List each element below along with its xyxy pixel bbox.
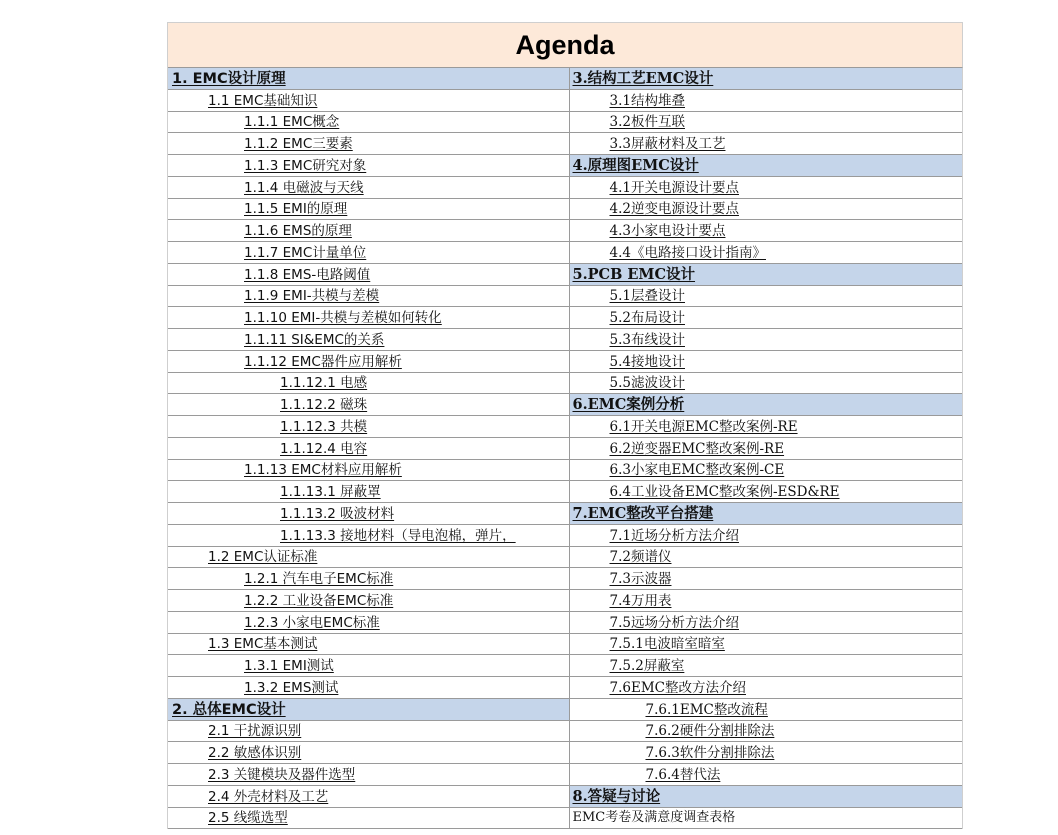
right-agenda-item[interactable]	[570, 808, 963, 830]
right-agenda-item-label: 3.2板件互联	[609, 114, 685, 131]
right-agenda-item-label: 4.4《电路接口设计指南》	[609, 244, 766, 261]
right-agenda-item[interactable]	[570, 481, 963, 503]
right-agenda-item-label: 3.1结构堆叠	[609, 92, 685, 109]
right-agenda-item-label: 7.2频谱仪	[609, 549, 672, 566]
agenda-title-row	[168, 23, 963, 68]
left-agenda-item[interactable]	[168, 220, 569, 242]
right-agenda-item[interactable]	[570, 568, 963, 590]
left-agenda-item[interactable]	[168, 634, 569, 656]
right-agenda-item[interactable]	[570, 242, 963, 264]
right-agenda-item-label: 4.1开关电源设计要点	[609, 179, 739, 196]
left-column	[168, 68, 570, 829]
right-agenda-item[interactable]	[570, 351, 963, 373]
right-agenda-item[interactable]	[570, 742, 963, 764]
left-agenda-item-label: 1.1 EMC基础知识	[208, 92, 318, 109]
right-agenda-item-label: 5.PCB EMC设计	[572, 265, 696, 283]
left-agenda-item-label: 2.1 干扰源识别	[208, 723, 302, 740]
right-agenda-item[interactable]	[570, 721, 963, 743]
left-agenda-item-label: 1.3.2 EMS测试	[244, 679, 339, 696]
left-agenda-item-label: 1.1.5 EMI的原理	[244, 201, 348, 218]
left-agenda-item[interactable]	[168, 503, 569, 525]
left-agenda-item[interactable]	[168, 329, 569, 351]
left-agenda-item[interactable]	[168, 721, 569, 743]
left-agenda-item-label: 1.1.9 EMI-共模与差模	[244, 288, 380, 305]
left-agenda-item-label: 1.2.2 工业设备EMC标准	[244, 592, 394, 609]
left-agenda-item[interactable]	[168, 373, 569, 395]
left-agenda-item[interactable]	[168, 242, 569, 264]
left-agenda-item-label: 1.1.13.1 屏蔽罩	[280, 484, 381, 500]
right-agenda-item[interactable]	[570, 329, 963, 351]
right-agenda-item-label: 8.答疑与讨论	[572, 787, 661, 805]
right-agenda-item-label: EMC考卷及满意度调查表格	[572, 810, 736, 826]
left-agenda-item-label: 2.5 线缆选型	[208, 810, 288, 827]
right-agenda-item[interactable]	[570, 307, 963, 329]
right-section-header[interactable]	[570, 786, 963, 808]
left-agenda-item[interactable]	[168, 460, 569, 482]
right-agenda-item[interactable]	[570, 373, 963, 395]
left-agenda-item-label: 1.1.12.1 电感	[280, 375, 368, 392]
left-agenda-item[interactable]	[168, 199, 569, 221]
left-agenda-item-label: 1.1.2 EMC三要素	[244, 136, 353, 152]
left-agenda-item-label: 2.4 外壳材料及工艺	[208, 788, 329, 805]
right-section-header[interactable]	[570, 394, 963, 416]
left-agenda-item-label: 1.1.8 EMS-电路阈值	[244, 266, 371, 283]
right-agenda-item[interactable]	[570, 699, 963, 721]
left-agenda-item[interactable]	[168, 568, 569, 590]
left-agenda-item[interactable]	[168, 764, 569, 786]
left-agenda-item-label: 1. EMC设计原理	[172, 70, 286, 87]
agenda-title: Agenda	[515, 29, 615, 60]
left-section-header[interactable]	[168, 699, 569, 721]
right-agenda-item-label: 7.5远场分析方法介绍	[609, 614, 739, 631]
right-agenda-item[interactable]	[570, 112, 963, 134]
left-agenda-item[interactable]	[168, 742, 569, 764]
right-agenda-item-label: 5.2布局设计	[609, 310, 685, 326]
agenda-columns	[168, 68, 963, 829]
left-agenda-item[interactable]	[168, 786, 569, 808]
right-agenda-item[interactable]	[570, 634, 963, 656]
right-column	[570, 68, 964, 829]
right-section-header[interactable]	[570, 264, 963, 286]
right-agenda-item[interactable]	[570, 677, 963, 699]
left-agenda-item[interactable]	[168, 264, 569, 286]
right-agenda-item[interactable]	[570, 90, 963, 112]
left-agenda-item[interactable]	[168, 133, 569, 155]
right-agenda-item-label: 4.3小家电设计要点	[609, 223, 726, 239]
right-agenda-item-label: 7.6.4替代法	[645, 766, 721, 783]
right-agenda-item[interactable]	[570, 764, 963, 786]
right-agenda-item-label: 7.6.2硬件分割排除法	[645, 723, 775, 740]
left-agenda-item-label: 1.1.10 EMI-共模与差模如何转化	[244, 310, 442, 326]
right-agenda-item-label: 5.1层叠设计	[609, 288, 685, 305]
left-agenda-item-label: 2.2 敏感体识别	[208, 745, 302, 761]
left-agenda-item-label: 1.1.13.2 吸波材料	[280, 505, 395, 522]
left-agenda-item-label: 1.1.13 EMC材料应用解析	[244, 462, 402, 479]
left-agenda-item-label: 1.1.12 EMC器件应用解析	[244, 353, 402, 370]
left-agenda-item[interactable]	[168, 394, 569, 416]
left-agenda-item-label: 1.1.13.3 接地材料（导电泡棉，弹片，	[280, 527, 516, 544]
right-agenda-item[interactable]	[570, 416, 963, 438]
left-agenda-item-label: 1.2 EMC认证标准	[208, 549, 318, 566]
left-agenda-item[interactable]	[168, 590, 569, 612]
left-agenda-item[interactable]	[168, 90, 569, 112]
right-agenda-item-label: 7.EMC整改平台搭建	[572, 504, 714, 522]
left-agenda-item-label: 1.1.6 EMS的原理	[244, 223, 352, 239]
left-agenda-item-label: 1.1.12.3 共模	[280, 418, 368, 435]
left-agenda-item-label: 2.3 关键模块及器件选型	[208, 766, 356, 783]
left-agenda-item[interactable]	[168, 177, 569, 199]
left-agenda-item[interactable]	[168, 677, 569, 699]
right-agenda-item-label: 6.EMC案例分析	[572, 396, 685, 413]
left-agenda-item[interactable]	[168, 155, 569, 177]
right-agenda-item[interactable]	[570, 590, 963, 612]
right-agenda-item-label: 4.原理图EMC设计	[572, 156, 699, 174]
left-agenda-item[interactable]	[168, 112, 569, 134]
right-agenda-item[interactable]	[570, 438, 963, 460]
right-agenda-item[interactable]	[570, 199, 963, 221]
right-agenda-item-label: 5.3布线设计	[609, 331, 685, 348]
right-agenda-item-label: 6.4工业设备EMC整改案例-ESD&RE	[609, 484, 840, 500]
left-agenda-item-label: 1.3.1 EMI测试	[244, 658, 334, 674]
agenda-sheet	[167, 22, 963, 829]
right-agenda-item-label: 6.2逆变器EMC整改案例-RE	[609, 440, 785, 457]
right-agenda-item-label: 4.2逆变电源设计要点	[609, 201, 739, 218]
right-agenda-item-label: 6.1开关电源EMC整改案例-RE	[609, 418, 798, 435]
right-agenda-item-label: 7.6.1EMC整改流程	[645, 701, 768, 718]
right-agenda-item-label: 7.1近场分析方法介绍	[609, 527, 739, 544]
right-agenda-item[interactable]	[570, 547, 963, 569]
right-section-header[interactable]	[570, 68, 963, 90]
left-agenda-item[interactable]	[168, 547, 569, 569]
right-agenda-item[interactable]	[570, 525, 963, 547]
left-agenda-item-label: 1.1.1 EMC概念	[244, 114, 340, 131]
left-agenda-item[interactable]	[168, 351, 569, 373]
left-agenda-item[interactable]	[168, 655, 569, 677]
left-agenda-item-label: 1.1.7 EMC计量单位	[244, 244, 367, 261]
right-agenda-item[interactable]	[570, 133, 963, 155]
right-agenda-item[interactable]	[570, 655, 963, 677]
left-agenda-item-label: 1.1.4 电磁波与天线	[244, 179, 364, 196]
left-agenda-item[interactable]	[168, 612, 569, 634]
right-agenda-item-label: 7.5.2屏蔽室	[609, 658, 685, 674]
right-agenda-item-label: 7.6EMC整改方法介绍	[609, 679, 746, 696]
right-agenda-item-label: 5.5滤波设计	[609, 375, 685, 392]
right-agenda-item[interactable]	[570, 220, 963, 242]
right-section-header[interactable]	[570, 503, 963, 525]
left-agenda-item[interactable]	[168, 481, 569, 503]
right-agenda-item[interactable]	[570, 612, 963, 634]
right-agenda-item-label: 7.3示波器	[609, 571, 672, 587]
left-agenda-item-label: 1.1.12.4 电容	[280, 440, 368, 457]
left-agenda-item-label: 1.2.1 汽车电子EMC标准	[244, 571, 394, 587]
right-agenda-item-label: 3.3屏蔽材料及工艺	[609, 136, 726, 152]
left-agenda-item-label: 1.1.12.2 磁珠	[280, 397, 368, 413]
left-agenda-item-label: 1.2.3 小家电EMC标准	[244, 614, 380, 631]
left-agenda-item-label: 1.3 EMC基本测试	[208, 636, 318, 653]
right-agenda-item-label: 5.4接地设计	[609, 353, 685, 370]
left-agenda-item[interactable]	[168, 438, 569, 460]
right-agenda-item-label: 7.6.3软件分割排除法	[645, 745, 775, 761]
left-agenda-item[interactable]	[168, 416, 569, 438]
right-agenda-item-label: 3.结构工艺EMC设计	[572, 69, 714, 87]
right-agenda-item[interactable]	[570, 460, 963, 482]
left-agenda-item[interactable]	[168, 808, 569, 830]
left-agenda-item[interactable]	[168, 525, 569, 547]
left-agenda-item[interactable]	[168, 286, 569, 308]
right-agenda-item-label: 7.5.1电波暗室暗室	[609, 636, 725, 653]
right-agenda-item[interactable]	[570, 286, 963, 308]
left-agenda-item-label: 1.1.11 SI&EMC的关系	[244, 331, 385, 348]
right-agenda-item[interactable]	[570, 177, 963, 199]
right-agenda-item-label: 6.3小家电EMC整改案例-CE	[609, 462, 785, 479]
right-agenda-item-label: 7.4万用表	[609, 592, 672, 609]
left-agenda-item-label: 1.1.3 EMC研究对象	[244, 157, 367, 174]
right-section-header[interactable]	[570, 155, 963, 177]
left-agenda-item-label: 2. 总体EMC设计	[172, 701, 286, 718]
left-section-header[interactable]	[168, 68, 569, 90]
left-agenda-item[interactable]	[168, 307, 569, 329]
